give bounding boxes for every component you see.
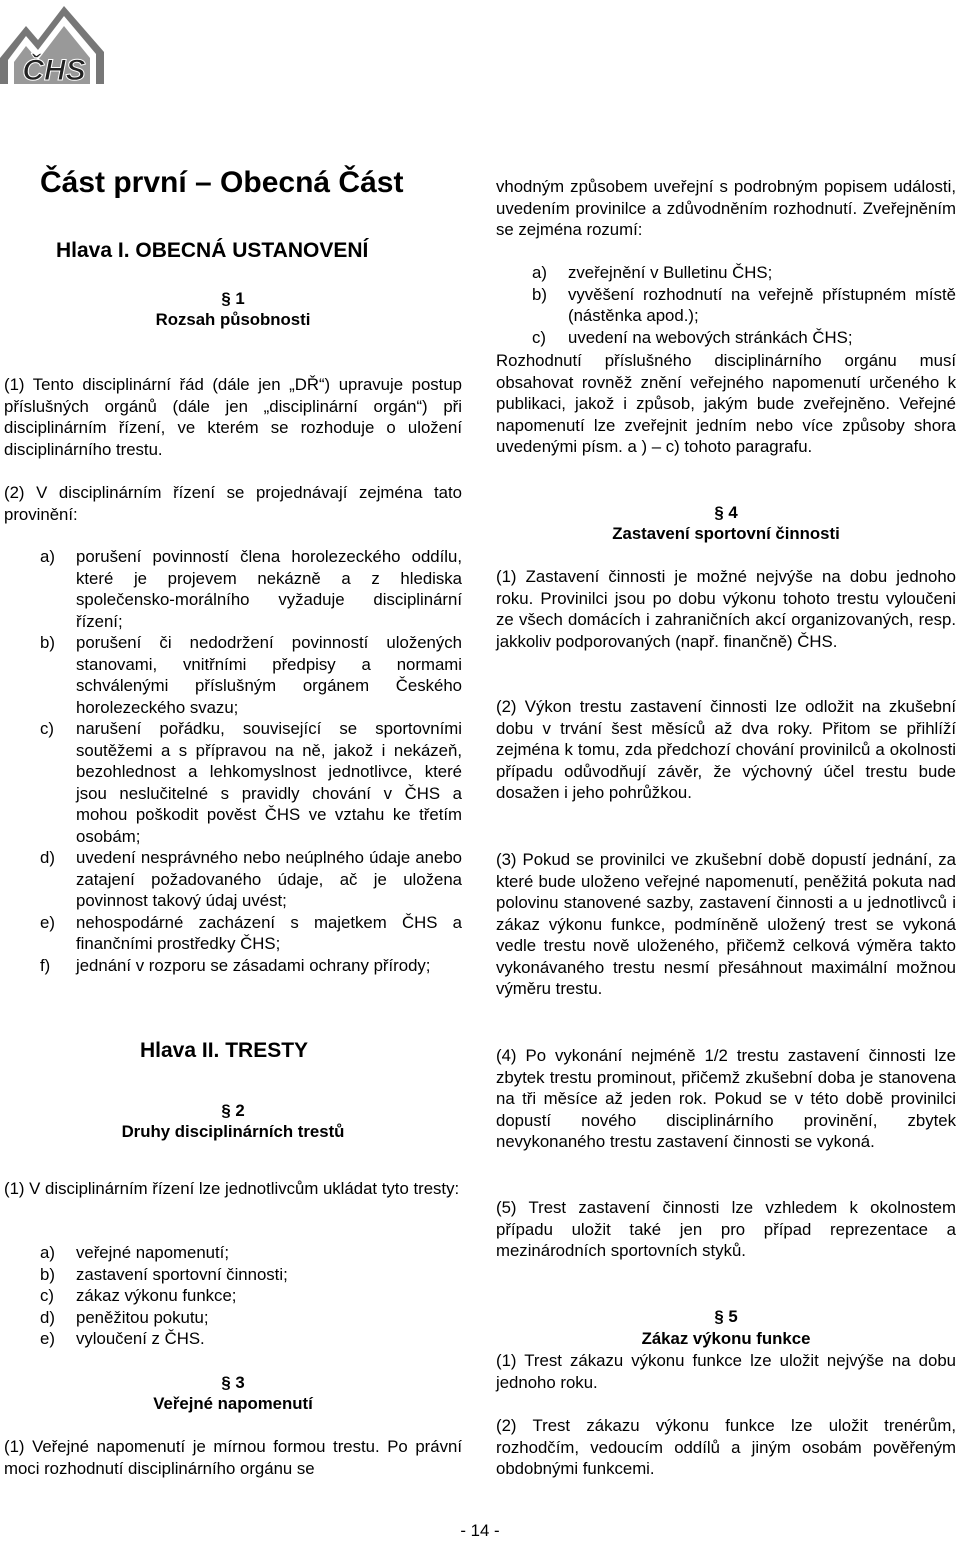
list-marker: b) [40, 633, 55, 652]
list-text: porušení či nedodržení povinností uložených stanovami, vnitřními předpisy a normami schválenými příslušným orgánem Českého horolezeckého svazu; [76, 633, 462, 717]
list-marker: e) [40, 1329, 55, 1348]
section-4-paragraph-1: (1) Zastavení činnosti je možné nejvýše na dobu jednoho roku. Provinilci jsou po dobu výkonu tohoto trestu vyloučeni ze všech domácích i zahraničních akcí organizovaných, resp. jakkoliv podporovaných (např. finančně) ČHS. [496, 567, 956, 651]
section-2-paragraph-1: (1) V disciplinárním řízení lze jednotlivcům ukládat tyto tresty: [4, 1179, 460, 1198]
list-marker: c) [40, 1286, 54, 1305]
chapter-heading-1: Hlava I. OBECNÁ USTANOVENÍ [56, 239, 369, 262]
list-marker: c) [532, 327, 546, 347]
list-marker: e) [40, 912, 55, 932]
list-marker: a) [40, 1243, 55, 1262]
section-4-paragraph-4: (4) Po vykonání nejméně 1/2 trestu zastavení činnosti lze zbytek trestu prominout, přičemž zkušební doba je stanovena na tři měsíce až jeden rok. Pokud se v této době provinilci dopustí nového disciplinárního provinění, zbytek nevykonaného trestu zastavení činnosti se vykoná. [496, 1046, 956, 1151]
list-marker: f) [40, 955, 51, 975]
section-2-number: § 2 [221, 1101, 245, 1120]
chapter-heading-2: Hlava II. TRESTY [140, 1039, 309, 1062]
list-item [4, 912, 462, 955]
list-marker: d) [40, 848, 55, 867]
list-item [4, 1285, 462, 1307]
section-5-number: § 5 [714, 1307, 738, 1326]
list-text: veřejné napomenutí; [76, 1243, 229, 1262]
list-item [4, 1264, 462, 1286]
section-1-number: § 1 [221, 289, 245, 308]
list-text: zveřejnění v Bulletinu ČHS; [568, 263, 773, 282]
list-marker: a) [532, 263, 547, 282]
list-marker: d) [40, 1307, 55, 1327]
section-2-title: Druhy disciplinárních trestů [121, 1122, 345, 1141]
penalty-list [4, 1242, 462, 1350]
section-4-number: § 4 [714, 503, 738, 522]
section-1-title: Rozsah působnosti [155, 310, 311, 329]
section-5-title: Zákaz výkonu funkce [641, 1329, 811, 1348]
section-3-title: Veřejné napomenutí [153, 1394, 313, 1413]
list-item [496, 327, 956, 349]
section-5-paragraph-2: (2) Trest zákazu výkonu funkce lze uložit trenérům, rozhodčím, vedoucím oddílů a jiným osobám pověřeným obdobnými funkcemi. [496, 1416, 956, 1478]
section-4-paragraph-5: (5) Trest zastavení činnosti lze vzhledem k okolnostem případu uložit také jen pro případ reprezentace a mezinárodních sportovních styků. [496, 1198, 956, 1260]
list-item [496, 262, 956, 284]
list-marker: b) [40, 1264, 55, 1284]
offence-list [4, 546, 462, 976]
list-item [4, 1242, 462, 1264]
list-text: vyloučení z ČHS. [76, 1329, 205, 1348]
list-text: peněžitou pokutu; [76, 1307, 209, 1327]
list-item [4, 955, 462, 977]
section-3-paragraph-1: (1) Veřejné napomenutí je mírnou formou trestu. Po právní moci rozhodnutí disciplinárního orgánu se [4, 1437, 462, 1478]
part-title: Část první – Obecná Část [40, 166, 404, 199]
section-1-paragraph-2: (2) V disciplinárním řízení se projednávají zejména tato provinění: [4, 483, 462, 524]
list-marker: a) [40, 547, 55, 566]
list-text: porušení povinností člena horolezeckého oddílu, které je projevem nekázně a z hlediska společensko-morálního vyžaduje disciplinární řízení; [76, 547, 462, 631]
list-text: uvedení nesprávného nebo neúplného údaje anebo zatajení požadovaného údaje, ač je uložena povinnost takový údaj uvést; [76, 848, 462, 910]
logo-text: ČHS [22, 54, 86, 84]
section-4-title: Zastavení sportovní činnosti [612, 524, 840, 543]
list-marker: b) [532, 284, 547, 304]
list-marker: c) [40, 719, 54, 738]
list-text: jednání v rozporu se zásadami ochrany přírody; [76, 955, 431, 975]
list-text: nehospodárné zacházení s majetkem ČHS a finančními prostředky ČHS; [76, 912, 462, 953]
list-item [4, 632, 462, 718]
section-4-paragraph-3: (3) Pokud se provinilci ve zkušební době dopustí jednání, za které bude uloženo veřejné napomenutí, peněžitá pokuta nad polovinu stanovené sazby, zastavení činnosti a u jednotlivců i zákaz výkonu funkce, podmíněně uložený trest se vykoná vedle trestu nově uloženého, přičemž celková výměra takto vykonávaného trestu nesmí přesáhnout maximální možnou výměru trestu. [496, 850, 956, 998]
section-4-paragraph-2: (2) Výkon trestu zastavení činnosti lze odložit na zkušební dobu v trvání šest měsíců až dva roky. Přitom se přihlíží zejména k tomu, zda předchozí chování provinilců a okolnosti případu odůvodňují závěr, že výchovný účel trestu bude dosažen i jeho pohrůžkou. [496, 697, 956, 802]
section-1-paragraph-1: (1) Tento disciplinární řád (dále jen „DŘ“) upravuje postup příslušných orgánů (dále jen „disciplinární orgán“) při disciplinárním řízení, ve kterém se rozhoduje o uložení disciplinárního trestu. [4, 375, 462, 459]
list-item [4, 718, 462, 847]
section-3-paragraph-1-continued: vhodným způsobem uveřejní s podrobným popisem události, uvedením provinilce a zdůvodněním rozhodnutí. Zveřejněním se zejména rozumí: [496, 177, 956, 239]
publication-list [496, 262, 956, 348]
list-item [496, 284, 956, 327]
list-text: zákaz výkonu funkce; [76, 1286, 237, 1305]
list-text: zastavení sportovní činnosti; [76, 1264, 288, 1284]
list-item [4, 546, 462, 632]
section-3-number: § 3 [221, 1373, 245, 1392]
list-item [4, 1328, 462, 1350]
list-item [4, 847, 462, 912]
list-item [4, 1307, 462, 1329]
page-number: - 14 - [460, 1521, 500, 1540]
list-text: uvedení na webových stránkách ČHS; [568, 327, 853, 347]
section-3-paragraph-2: Rozhodnutí příslušného disciplinárního orgánu musí obsahovat rovněž znění veřejného napomenutí určeného k publikaci, jakož i způsob, jakým bude zveřejněno. Veřejné napomenutí lze zveřejnit jedním nebo více způsoby shora uvedenými písm. a ) – c) tohoto paragrafu. [496, 351, 956, 456]
list-text: narušení pořádku, související se sportovními soutěžemi a s přípravou na ně, jakož i nekázeň, bezohlednost a lehkomyslnost jednotlivce, které jsou neslučitelné s pravidly chování v ČHS a mohou poškodit pověst ČHS ve vztahu ke třetím osobám; [76, 719, 462, 846]
mountain-logo-icon [0, 0, 108, 84]
section-5-paragraph-1: (1) Trest zákazu výkonu funkce lze uložit nejvýše na dobu jednoho roku. [496, 1351, 956, 1392]
list-text: vyvěšení rozhodnutí na veřejně přístupném místě (nástěnka apod.); [568, 284, 956, 325]
